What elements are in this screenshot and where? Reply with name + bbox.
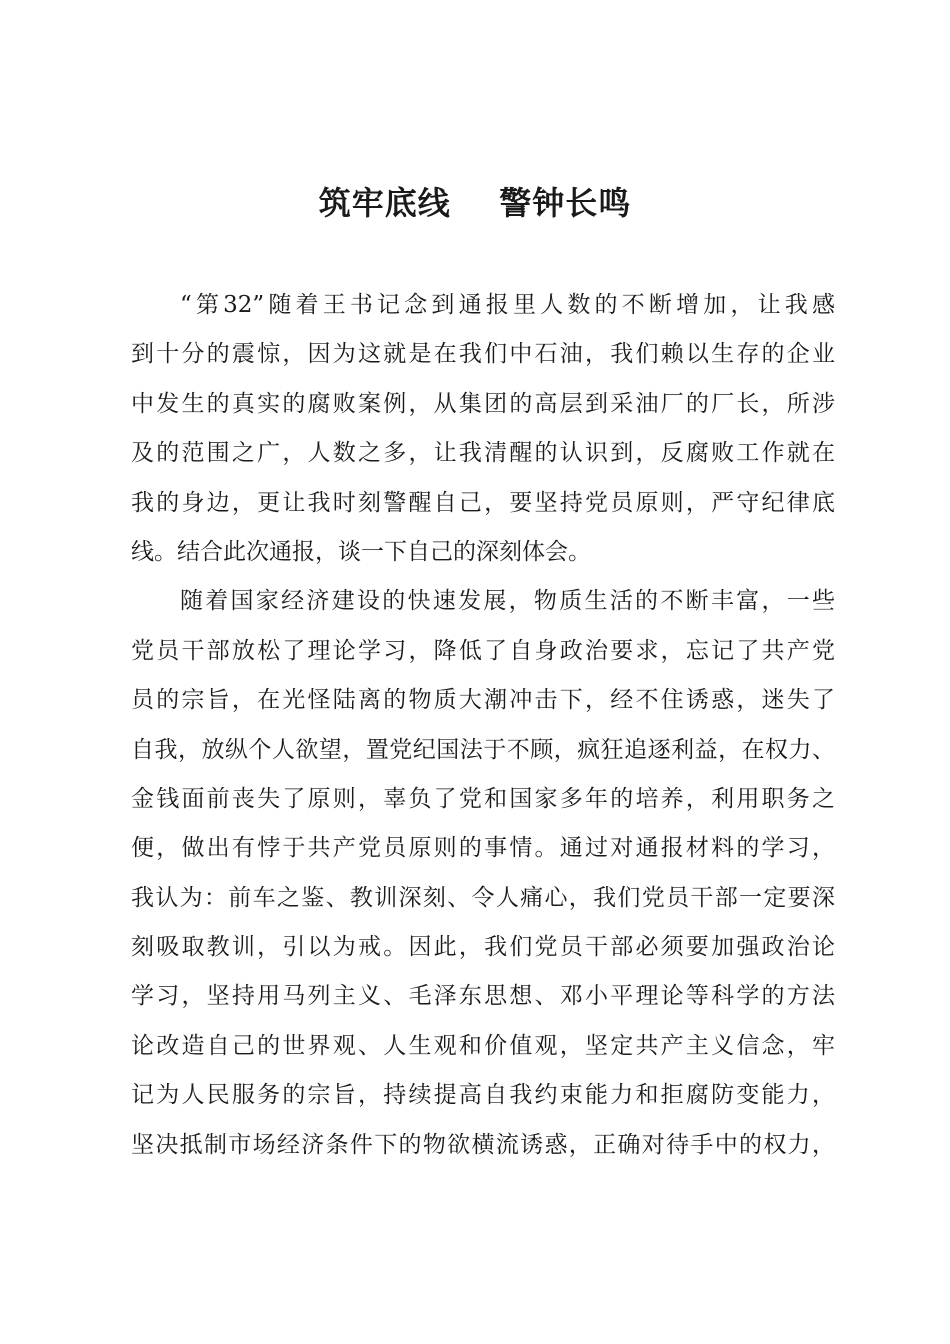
paragraph-line: 我的身边，更让我时刻警醒自己，要坚持党员原则，严守纪律底 [131, 489, 835, 516]
paragraph-line: 便，做出有悖于共产党员原则的事情。通过对通报材料的学习， [131, 835, 835, 862]
paragraph-line: 员的宗旨，在光怪陆离的物质大潮冲击下，经不住诱惑，迷失了 [131, 687, 835, 714]
paragraph-line: 到十分的震惊，因为这就是在我们中石油，我们赖以生存的企业 [131, 341, 835, 368]
paragraph-line: 及的范围之广，人数之多，让我清醒的认识到，反腐败工作就在 [131, 440, 835, 467]
paragraph-line: 金钱面前丧失了原则，辜负了党和国家多年的培养，利用职务之 [131, 785, 835, 812]
paragraph-line: 党员干部放松了理论学习，降低了自身政治要求，忘记了共产党 [131, 637, 835, 664]
paragraph-line: 坚决抵制市场经济条件下的物欲横流诱惑，正确对待手中的权力， [131, 1131, 835, 1158]
paragraph-line: 中发生的真实的腐败案例，从集团的高层到采油厂的厂长，所涉 [131, 390, 835, 417]
paragraph-line: 线。结合此次通报，谈一下自己的深刻体会。 [131, 538, 591, 565]
paragraph-line: 学习，坚持用马列主义、毛泽东思想、邓小平理论等科学的方法 [131, 983, 835, 1010]
paragraph-line: 记为人民服务的宗旨，持续提高自我约束能力和拒腐防变能力， [131, 1082, 835, 1109]
document-title: 筑牢底线 警钟长鸣 [318, 184, 632, 222]
paragraph-line: 刻吸取教训，引以为戒。因此，我们党员干部必须要加强政治论 [131, 934, 835, 961]
paragraph-line: 我认为：前车之鉴、教训深刻、令人痛心，我们党员干部一定要深 [131, 884, 835, 911]
paragraph-line: 自我，放纵个人欲望，置党纪国法于不顾，疯狂追逐利益，在权力、 [131, 736, 835, 763]
paragraph-line: 随着国家经济建设的快速发展，物质生活的不断丰富，一些 [180, 588, 835, 615]
paragraph-line: “第32”随着王书记念到通报里人数的不断增加，让我感 [180, 292, 835, 318]
document-body [131, 281, 835, 1170]
paragraph-line: 论改造自己的世界观、人生观和价值观，坚定共产主义信念，牢 [131, 1032, 835, 1059]
